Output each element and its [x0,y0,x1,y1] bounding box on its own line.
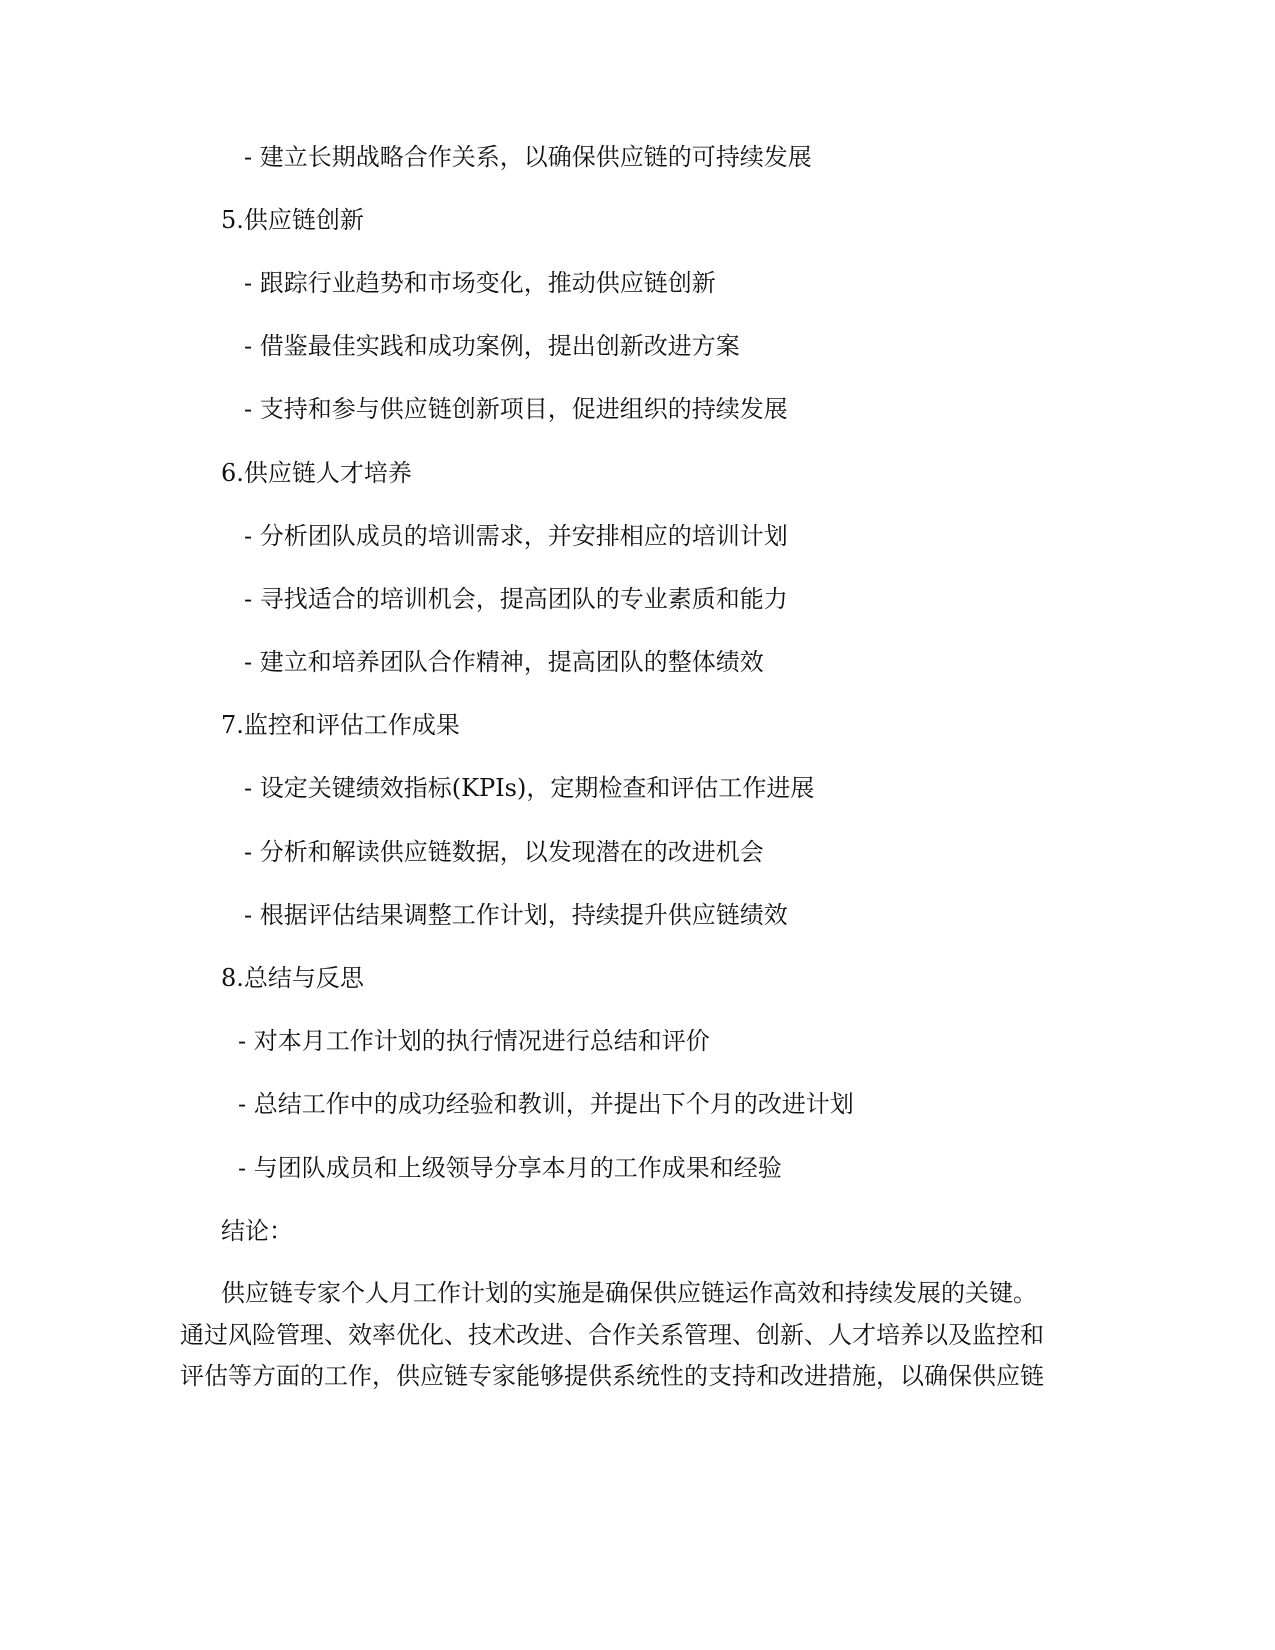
list-item: - 建立长期战略合作关系，以确保供应链的可持续发展 [244,143,812,171]
list-item: - 支持和参与供应链创新项目，促进组织的持续发展 [244,395,788,423]
list-item: - 对本月工作计划的执行情况进行总结和评价 [238,1027,710,1055]
list-item: - 与团队成员和上级领导分享本月的工作成果和经验 [238,1154,782,1182]
conclusion-heading: 结论： [221,1217,293,1245]
list-item: - 分析和解读供应链数据，以发现潜在的改进机会 [244,838,764,866]
section-heading: 8.总结与反思 [221,964,364,992]
section-heading: 7.监控和评估工作成果 [221,711,460,739]
paragraph-line: 通过风险管理、效率优化、技术改进、合作关系管理、创新、人才培养以及监控和 [180,1321,1044,1349]
list-item: - 分析团队成员的培训需求，并安排相应的培训计划 [244,522,788,550]
list-item: - 寻找适合的培训机会，提高团队的专业素质和能力 [244,585,788,613]
list-item: - 总结工作中的成功经验和教训，并提出下个月的改进计划 [238,1090,854,1118]
list-item: - 建立和培养团队合作精神，提高团队的整体绩效 [244,648,764,676]
list-item: - 设定关键绩效指标(KPIs)，定期检查和评估工作进展 [244,774,815,802]
list-item: - 根据评估结果调整工作计划，持续提升供应链绩效 [244,901,788,929]
section-heading: 5.供应链创新 [221,206,364,234]
list-item: - 跟踪行业趋势和市场变化，推动供应链创新 [244,269,716,297]
list-item: - 借鉴最佳实践和成功案例，提出创新改进方案 [244,332,740,360]
paragraph-line: 供应链专家个人月工作计划的实施是确保供应链运作高效和持续发展的关键。 [221,1279,1037,1307]
section-heading: 6.供应链人才培养 [221,459,412,487]
paragraph-line: 评估等方面的工作，供应链专家能够提供系统性的支持和改进措施，以确保供应链 [180,1362,1044,1390]
